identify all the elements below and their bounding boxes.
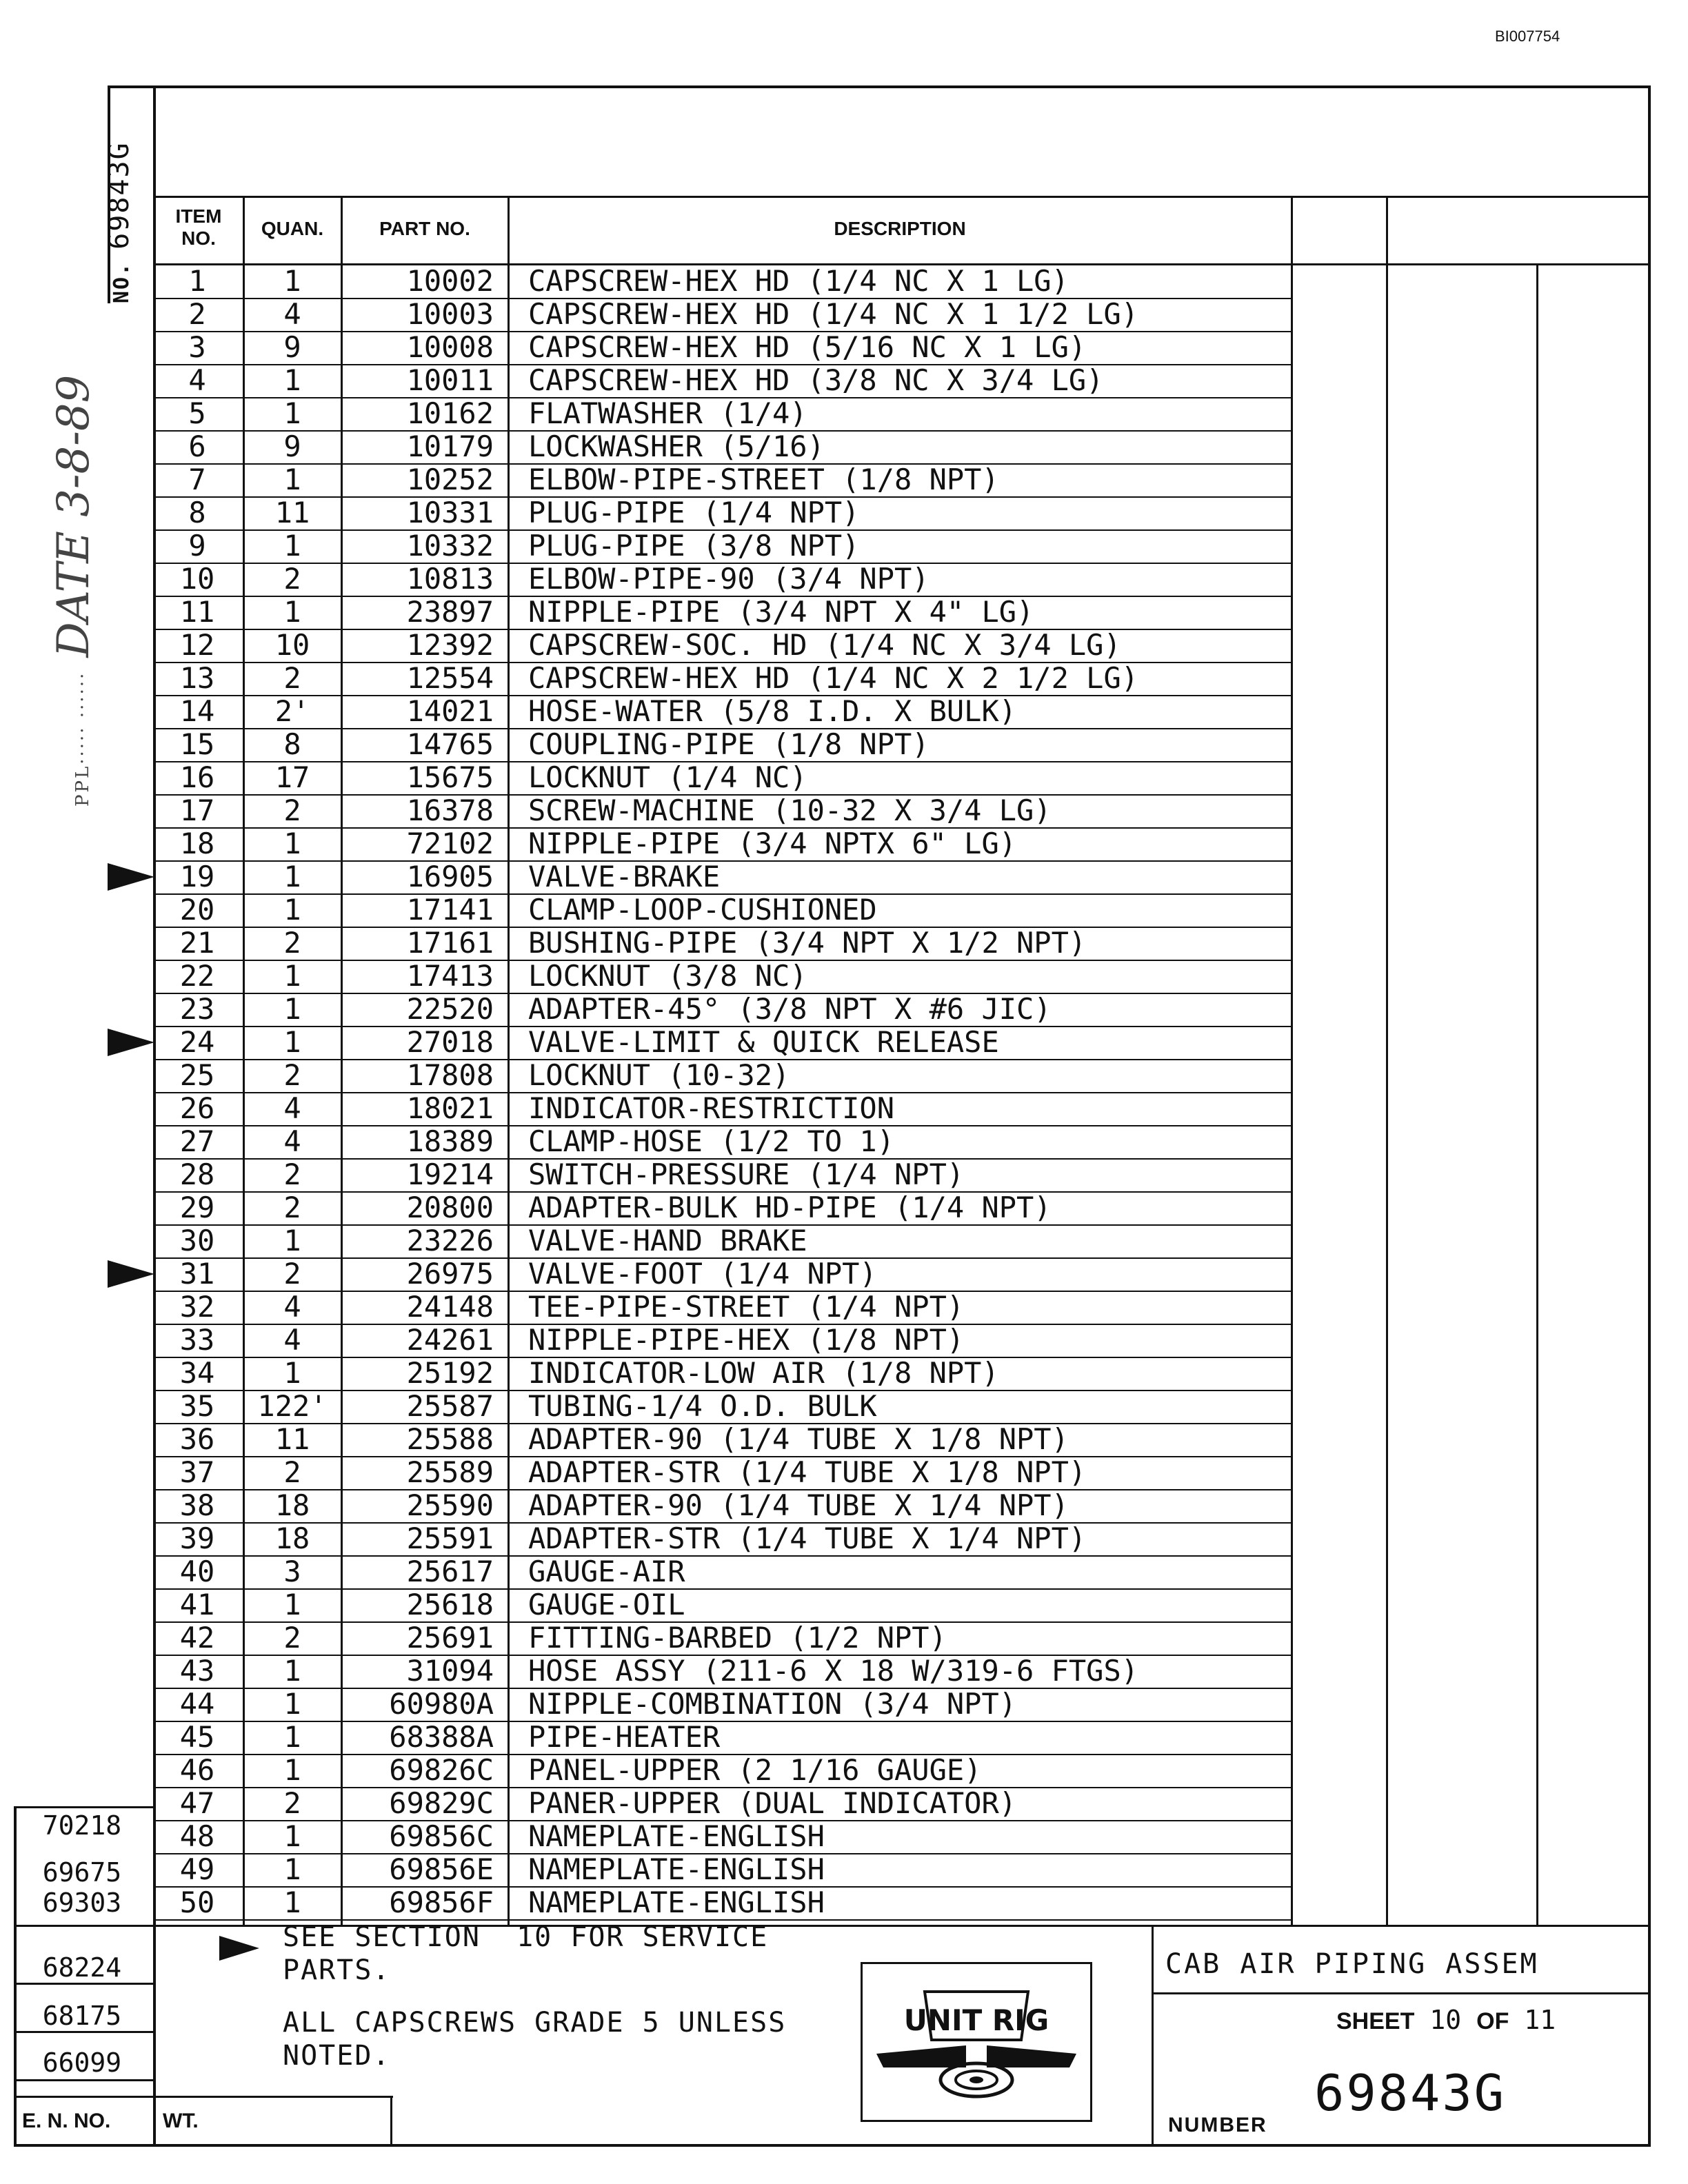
eng-number-2: 69675	[42, 1857, 122, 1888]
cell-quantity: 17	[274, 760, 310, 794]
cell-item-no: 5	[188, 396, 206, 430]
header-description: DESCRIPTION	[834, 218, 966, 239]
eng-number-1: 70218	[42, 1810, 122, 1841]
cell-description: CAPSCREW-HEX HD (1/4 NC X 2 1/2 LG)	[528, 661, 1139, 695]
cell-part-no: 60980A	[389, 1687, 494, 1721]
title-block-left	[1152, 1925, 1154, 2144]
cell-item-no: 30	[179, 1224, 215, 1257]
eno-line-5	[14, 2079, 156, 2081]
cell-description: CAPSCREW-SOC. HD (1/4 NC X 3/4 LG)	[528, 628, 1121, 662]
cell-item-no: 13	[179, 661, 215, 695]
note-service-line2: PARTS.	[283, 1954, 391, 1986]
cell-description: VALVE-LIMIT & QUICK RELEASE	[528, 1025, 999, 1059]
side-number-value: 69843G	[103, 141, 135, 250]
cell-description: ADAPTER-STR (1/4 TUBE X 1/8 NPT)	[528, 1455, 1087, 1489]
cell-description: SWITCH-PRESSURE (1/4 NPT)	[528, 1157, 965, 1191]
cell-description: CLAMP-HOSE (1/2 TO 1)	[528, 1124, 895, 1158]
col-line-quan	[243, 196, 245, 1925]
cell-description: ADAPTER-BULK HD-PIPE (1/4 NPT)	[528, 1191, 1052, 1224]
cell-item-no: 44	[179, 1687, 215, 1721]
cell-part-no: 10813	[406, 562, 494, 596]
cell-description: TUBING-1/4 O.D. BULK	[528, 1389, 877, 1423]
cell-item-no: 49	[179, 1852, 215, 1886]
cell-item-no: 25	[179, 1058, 215, 1092]
cell-description: CAPSCREW-HEX HD (5/16 NC X 1 LG)	[528, 330, 1087, 364]
col-line-extra1	[1291, 196, 1293, 1925]
cell-description: CLAMP-LOOP-CUSHIONED	[528, 893, 877, 927]
cell-item-no: 29	[179, 1191, 215, 1224]
cell-item-no: 39	[179, 1521, 215, 1555]
cell-quantity: 11	[274, 496, 310, 529]
cell-item-no: 10	[179, 562, 215, 596]
cell-description: HOSE-WATER (5/8 I.D. X BULK)	[528, 694, 1017, 728]
unit-rig-logo-icon	[861, 1962, 1092, 2122]
cell-part-no: 23226	[406, 1224, 494, 1257]
sheet-of-label: OF	[1476, 2008, 1509, 2034]
cell-part-no: 17161	[406, 926, 494, 960]
cell-item-no: 7	[188, 463, 206, 496]
cell-part-no: 25618	[406, 1588, 494, 1621]
cell-description: NAMEPLATE-ENGLISH	[528, 1819, 825, 1853]
cell-item-no: 46	[179, 1753, 215, 1787]
cell-item-no: 35	[179, 1389, 215, 1423]
cell-part-no: 25590	[406, 1488, 494, 1522]
cell-quantity: 1	[283, 363, 301, 397]
cell-description: ADAPTER-45° (3/8 NPT X #6 JIC)	[528, 992, 1052, 1026]
cell-quantity: 9	[283, 429, 301, 463]
note-capscrews-line1: ALL CAPSCREWS GRADE 5 UNLESS	[283, 2007, 787, 2039]
cell-item-no: 43	[179, 1654, 215, 1688]
cell-part-no: 16378	[406, 793, 494, 827]
cell-part-no: 10003	[406, 297, 494, 331]
side-number-prefix: NO.	[110, 261, 134, 303]
cell-item-no: 40	[179, 1555, 215, 1588]
cell-part-no: 17808	[406, 1058, 494, 1092]
col-line-extra2	[1386, 196, 1388, 1925]
drawing-number: 69843G	[1314, 2064, 1507, 2122]
cell-item-no: 22	[179, 959, 215, 993]
cell-item-no: 26	[179, 1091, 215, 1125]
wt-label: WT.	[163, 2110, 199, 2132]
wt-box-right	[390, 2096, 392, 2145]
cell-quantity: 1	[283, 264, 301, 298]
cell-quantity: 11	[274, 1422, 310, 1456]
cell-quantity: 9	[283, 330, 301, 364]
cell-description: CAPSCREW-HEX HD (1/4 NC X 1 LG)	[528, 264, 1069, 298]
document-id: BI007754	[1495, 28, 1560, 45]
cell-item-no: 23	[179, 992, 215, 1026]
eng-number-3: 69303	[42, 1888, 122, 1918]
cell-part-no: 25587	[406, 1389, 494, 1423]
border-bottom	[14, 2144, 1651, 2147]
cell-part-no: 69856E	[389, 1852, 494, 1886]
note-capscrews-line2: NOTED.	[283, 2040, 391, 2072]
cell-quantity: 2	[283, 793, 301, 827]
cell-item-no: 45	[179, 1720, 215, 1754]
cell-description: SCREW-MACHINE (10-32 X 3/4 LG)	[528, 793, 1052, 827]
cell-quantity: 1	[283, 827, 301, 860]
cell-quantity: 4	[283, 1323, 301, 1357]
cell-item-no: 3	[188, 330, 206, 364]
cell-part-no: 18021	[406, 1091, 494, 1125]
cell-item-no: 2	[188, 297, 206, 331]
cell-description: CAPSCREW-HEX HD (1/4 NC X 1 1/2 LG)	[528, 297, 1139, 331]
handwritten-date-note	[48, 375, 99, 807]
cell-description: HOSE ASSY (211-6 X 18 W/319-6 FTGS)	[528, 1654, 1139, 1688]
cell-quantity: 1	[283, 1852, 301, 1886]
eng-number-5: 68175	[42, 2001, 122, 2031]
cell-description: GAUGE-AIR	[528, 1555, 685, 1588]
header-quan: QUAN.	[261, 218, 324, 239]
cell-part-no: 14021	[406, 694, 494, 728]
side-number-label	[103, 97, 135, 303]
cell-quantity: 1	[283, 529, 301, 563]
sheet-label: SHEET	[1336, 2008, 1415, 2034]
cell-item-no: 19	[179, 860, 215, 893]
cell-part-no: 14765	[406, 727, 494, 761]
cell-quantity: 1	[283, 992, 301, 1026]
cell-item-no: 42	[179, 1621, 215, 1655]
cell-item-no: 33	[179, 1323, 215, 1357]
cell-item-no: 34	[179, 1356, 215, 1390]
cell-description: VALVE-FOOT (1/4 NPT)	[528, 1257, 877, 1291]
cell-description: INDICATOR-RESTRICTION	[528, 1091, 895, 1125]
cell-part-no: 72102	[406, 827, 494, 860]
cell-quantity: 1	[283, 959, 301, 993]
number-label: NUMBER	[1168, 2114, 1267, 2136]
cell-description: NAMEPLATE-ENGLISH	[528, 1885, 825, 1919]
header-part-no: PART NO.	[379, 218, 470, 239]
cell-part-no: 31094	[406, 1654, 494, 1688]
cell-description: TEE-PIPE-STREET (1/4 NPT)	[528, 1290, 965, 1324]
col-line-part	[341, 196, 343, 1925]
cell-description: NIPPLE-COMBINATION (3/4 NPT)	[528, 1687, 1017, 1721]
cell-item-no: 28	[179, 1157, 215, 1191]
cell-description: LOCKWASHER (5/16)	[528, 429, 825, 463]
cell-description: ELBOW-PIPE-90 (3/4 NPT)	[528, 562, 930, 596]
cell-quantity: 1	[283, 1654, 301, 1688]
cell-quantity: 1	[283, 1356, 301, 1390]
cell-quantity: 2	[283, 1157, 301, 1191]
cell-part-no: 69856C	[389, 1819, 494, 1853]
cell-part-no: 15675	[406, 760, 494, 794]
cell-part-no: 24148	[406, 1290, 494, 1324]
cell-description: FLATWASHER (1/4)	[528, 396, 807, 430]
cell-description: LOCKNUT (1/4 NC)	[528, 760, 807, 794]
cell-part-no: 10008	[406, 330, 494, 364]
cell-quantity: 18	[274, 1488, 310, 1522]
cell-description: PLUG-PIPE (3/8 NPT)	[528, 529, 860, 563]
handwritten-date: DATE 3-8-89	[48, 374, 99, 658]
cell-quantity: 1	[283, 1025, 301, 1059]
cell-item-no: 41	[179, 1588, 215, 1621]
cell-description: LOCKNUT (3/8 NC)	[528, 959, 807, 993]
cell-quantity: 1	[283, 396, 301, 430]
cell-item-no: 47	[179, 1786, 215, 1820]
cell-quantity: 2	[283, 1455, 301, 1489]
cell-part-no: 10331	[406, 496, 494, 529]
cell-item-no: 8	[188, 496, 206, 529]
cell-part-no: 27018	[406, 1025, 494, 1059]
cell-description: ELBOW-PIPE-STREET (1/8 NPT)	[528, 463, 999, 496]
eng-number-6: 66099	[42, 2048, 122, 2078]
cell-description: VALVE-HAND BRAKE	[528, 1224, 807, 1257]
cell-quantity: 2	[283, 562, 301, 596]
cell-quantity: 2	[283, 926, 301, 960]
cell-part-no: 25192	[406, 1356, 494, 1390]
cell-item-no: 36	[179, 1422, 215, 1456]
service-arrow-icon	[219, 1936, 259, 1961]
cell-quantity: 3	[283, 1555, 301, 1588]
cell-description: NIPPLE-PIPE-HEX (1/8 NPT)	[528, 1323, 965, 1357]
cell-quantity: 2	[283, 1191, 301, 1224]
cell-quantity: 10	[274, 628, 310, 662]
cell-part-no: 16905	[406, 860, 494, 893]
handwritten-small-text: PPL····· ······	[72, 671, 93, 807]
eno-line-2	[14, 1925, 156, 1927]
cell-part-no: 12392	[406, 628, 494, 662]
cell-part-no: 25591	[406, 1521, 494, 1555]
cell-description: COUPLING-PIPE (1/8 NPT)	[528, 727, 930, 761]
cell-item-no: 4	[188, 363, 206, 397]
cell-description: CAPSCREW-HEX HD (3/8 NC X 3/4 LG)	[528, 363, 1104, 397]
cell-quantity: 1	[283, 595, 301, 629]
sheet-info	[1336, 2005, 1571, 2035]
cell-item-no: 15	[179, 727, 215, 761]
cell-item-no: 37	[179, 1455, 215, 1489]
cell-quantity: 4	[283, 1124, 301, 1158]
col-line-extra3	[1536, 265, 1538, 1925]
cell-description: LOCKNUT (10-32)	[528, 1058, 790, 1092]
cell-item-no: 20	[179, 893, 215, 927]
cell-quantity: 2'	[274, 694, 310, 728]
cell-item-no: 24	[179, 1025, 215, 1059]
cell-quantity: 2	[283, 1786, 301, 1820]
eno-line-3	[14, 1983, 156, 1985]
cell-part-no: 18389	[406, 1124, 494, 1158]
cell-quantity: 2	[283, 1058, 301, 1092]
eno-line-1	[14, 1806, 156, 1808]
cell-item-no: 9	[188, 529, 206, 563]
cell-part-no: 19214	[406, 1157, 494, 1191]
cell-quantity: 1	[283, 1224, 301, 1257]
cell-description: NAMEPLATE-ENGLISH	[528, 1852, 825, 1886]
cell-item-no: 21	[179, 926, 215, 960]
cell-quantity: 1	[283, 893, 301, 927]
cell-description: FITTING-BARBED (1/2 NPT)	[528, 1621, 947, 1655]
sheet-number: 10	[1429, 2005, 1462, 2035]
cell-quantity: 4	[283, 1290, 301, 1324]
border-right	[1648, 85, 1651, 2147]
cell-quantity: 8	[283, 727, 301, 761]
cell-quantity: 1	[283, 1687, 301, 1721]
cell-description: BUSHING-PIPE (3/4 NPT X 1/2 NPT)	[528, 926, 1087, 960]
cell-part-no: 10011	[406, 363, 494, 397]
cell-part-no: 69829C	[389, 1786, 494, 1820]
cell-part-no: 20800	[406, 1191, 494, 1224]
cell-quantity: 2	[283, 1621, 301, 1655]
cell-quantity: 4	[283, 297, 301, 331]
cell-quantity: 1	[283, 1885, 301, 1919]
service-arrow-icon	[108, 1029, 154, 1056]
cell-item-no: 11	[179, 595, 215, 629]
cell-part-no: 10162	[406, 396, 494, 430]
cell-quantity: 1	[283, 1720, 301, 1754]
cell-item-no: 32	[179, 1290, 215, 1324]
eno-label: E. N. NO.	[22, 2110, 111, 2132]
cell-part-no: 10332	[406, 529, 494, 563]
service-arrow-icon	[108, 1260, 154, 1288]
cell-description: NIPPLE-PIPE (3/4 NPTX 6" LG)	[528, 827, 1017, 860]
eno-line-6	[14, 2096, 393, 2098]
cell-item-no: 17	[179, 793, 215, 827]
cell-quantity: 122'	[257, 1389, 328, 1423]
cell-description: INDICATOR-LOW AIR (1/8 NPT)	[528, 1356, 999, 1390]
cell-part-no: 25588	[406, 1422, 494, 1456]
cell-item-no: 12	[179, 628, 215, 662]
cell-part-no: 10179	[406, 429, 494, 463]
cell-quantity: 1	[283, 860, 301, 893]
cell-part-no: 10252	[406, 463, 494, 496]
cell-description: GAUGE-OIL	[528, 1588, 685, 1621]
cell-part-no: 12554	[406, 661, 494, 695]
cell-item-no: 38	[179, 1488, 215, 1522]
cell-description: PLUG-PIPE (1/4 NPT)	[528, 496, 860, 529]
cell-part-no: 69826C	[389, 1753, 494, 1787]
cell-item-no: 14	[179, 694, 215, 728]
cell-part-no: 25617	[406, 1555, 494, 1588]
cell-quantity: 1	[283, 1588, 301, 1621]
cell-item-no: 31	[179, 1257, 215, 1291]
title-block-divider	[1152, 1992, 1648, 1994]
cell-item-no: 50	[179, 1885, 215, 1919]
border-top	[108, 85, 1651, 88]
cell-quantity: 18	[274, 1521, 310, 1555]
cell-item-no: 48	[179, 1819, 215, 1853]
cell-description: ADAPTER-90 (1/4 TUBE X 1/4 NPT)	[528, 1488, 1069, 1522]
cell-quantity: 2	[283, 661, 301, 695]
cell-quantity: 1	[283, 463, 301, 496]
cell-part-no: 25691	[406, 1621, 494, 1655]
cell-quantity: 1	[283, 1819, 301, 1853]
cell-description: VALVE-BRAKE	[528, 860, 721, 893]
eng-number-4: 68224	[42, 1952, 122, 1983]
cell-part-no: 22520	[406, 992, 494, 1026]
service-arrow-icon	[108, 863, 154, 891]
cell-item-no: 18	[179, 827, 215, 860]
note-service-line1: SEE SECTION 10 FOR SERVICE	[283, 1921, 769, 1953]
cell-description: PIPE-HEATER	[528, 1720, 721, 1754]
header-top-line	[153, 196, 1648, 198]
cell-quantity: 2	[283, 1257, 301, 1291]
cell-part-no: 69856F	[389, 1885, 494, 1919]
cell-part-no: 17413	[406, 959, 494, 993]
cell-description: NIPPLE-PIPE (3/4 NPT X 4" LG)	[528, 595, 1034, 629]
cell-item-no: 6	[188, 429, 206, 463]
cell-item-no: 27	[179, 1124, 215, 1158]
logo-text: UNIT RIG	[903, 2003, 1049, 2037]
cell-description: ADAPTER-STR (1/4 TUBE X 1/4 NPT)	[528, 1521, 1087, 1555]
cell-description: PANEL-UPPER (2 1/16 GAUGE)	[528, 1753, 982, 1787]
cell-quantity: 4	[283, 1091, 301, 1125]
cell-part-no: 23897	[406, 595, 494, 629]
cell-description: PANER-UPPER (DUAL INDICATOR)	[528, 1786, 1017, 1820]
cell-item-no: 1	[188, 264, 206, 298]
cell-quantity: 1	[283, 1753, 301, 1787]
cell-description: ADAPTER-90 (1/4 TUBE X 1/8 NPT)	[528, 1422, 1069, 1456]
col-line-desc	[508, 196, 510, 1925]
sheet-total: 11	[1524, 2005, 1556, 2035]
cell-part-no: 25589	[406, 1455, 494, 1489]
cell-part-no: 24261	[406, 1323, 494, 1357]
drawing-title: CAB AIR PIPING ASSEM	[1165, 1948, 1539, 1980]
cell-part-no: 17141	[406, 893, 494, 927]
header-item-no: ITEM NO.	[175, 205, 222, 249]
eno-line-4	[14, 2031, 156, 2033]
cell-item-no: 16	[179, 760, 215, 794]
cell-part-no: 26975	[406, 1257, 494, 1291]
cell-part-no: 10002	[406, 264, 494, 298]
cell-part-no: 68388A	[389, 1720, 494, 1754]
